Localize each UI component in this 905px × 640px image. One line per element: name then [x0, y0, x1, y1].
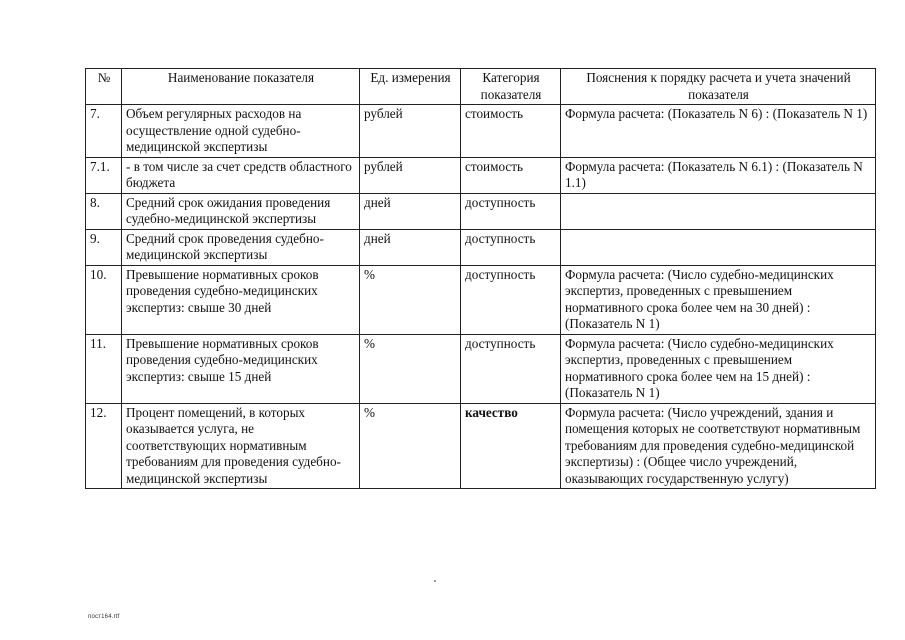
table-row [86, 334, 876, 403]
row-name: - в том числе за счет средств областного бюджета [122, 157, 360, 193]
row-num: 7. [86, 105, 122, 158]
row-category: качество [461, 403, 561, 489]
table-row [86, 157, 876, 193]
row-name: Процент помещений, в которых оказывается услуга, не соответствующих нормативным требованиям для проведения судебно-медицинской экспертизы [122, 403, 360, 489]
row-notes: Формула расчета: (Показатель N 6.1) : (Показатель N 1.1) [561, 157, 876, 193]
row-unit: дней [360, 193, 461, 229]
table-row [86, 403, 876, 489]
row-num: 9. [86, 229, 122, 265]
row-category: стоимость [461, 105, 561, 158]
header-unit: Ед. измерения [360, 69, 461, 105]
header-notes: Пояснения к порядку расчета и учета значений показателя [561, 69, 876, 105]
scan-speck [434, 580, 436, 582]
row-category: доступность [461, 193, 561, 229]
row-category: доступность [461, 334, 561, 403]
row-notes: Формула расчета: (Число судебно-медицинских экспертиз, проведенных с превышением нормативного срока более чем на 15 дней) : (Показатель N 1) [561, 334, 876, 403]
row-notes: Формула расчета: (Показатель N 6) : (Показатель N 1) [561, 105, 876, 158]
row-unit: % [360, 403, 461, 489]
row-notes: Формула расчета: (Число судебно-медицинских экспертиз, проведенных с превышением нормативного срока более чем на 30 дней) : (Показатель N 1) [561, 265, 876, 334]
table-row [86, 105, 876, 158]
row-unit: рублей [360, 105, 461, 158]
row-notes [561, 193, 876, 229]
row-unit: дней [360, 229, 461, 265]
row-notes [561, 229, 876, 265]
table-row [86, 265, 876, 334]
row-num: 12. [86, 403, 122, 489]
table-row [86, 229, 876, 265]
header-category: Категория показателя [461, 69, 561, 105]
indicators-table [85, 68, 876, 489]
table-row [86, 193, 876, 229]
header-num: № [86, 69, 122, 105]
row-category: доступность [461, 265, 561, 334]
row-category: стоимость [461, 157, 561, 193]
row-num: 8. [86, 193, 122, 229]
row-num: 11. [86, 334, 122, 403]
row-unit: рублей [360, 157, 461, 193]
row-name: Средний срок проведения судебно-медицинской экспертизы [122, 229, 360, 265]
row-name: Средний срок ожидания проведения судебно-медицинской экспертизы [122, 193, 360, 229]
row-name: Превышение нормативных сроков проведения судебно-медицинских экспертиз: свыше 30 дней [122, 265, 360, 334]
row-name: Превышение нормативных сроков проведения судебно-медицинских экспертиз: свыше 15 дней [122, 334, 360, 403]
row-num: 10. [86, 265, 122, 334]
row-num: 7.1. [86, 157, 122, 193]
footer-filename: пост164.rtf [88, 614, 120, 620]
row-unit: % [360, 334, 461, 403]
table-header-row [86, 69, 876, 105]
row-notes: Формула расчета: (Число учреждений, здания и помещения которых не соответствуют нормативным требованиям для проведения судебно-медицинской экспертизы) : (Общее число учреждений, оказывающих государственную услугу) [561, 403, 876, 489]
header-name: Наименование показателя [122, 69, 360, 105]
row-category: доступность [461, 229, 561, 265]
row-unit: % [360, 265, 461, 334]
row-name: Объем регулярных расходов на осуществление одной судебно-медицинской экспертизы [122, 105, 360, 158]
